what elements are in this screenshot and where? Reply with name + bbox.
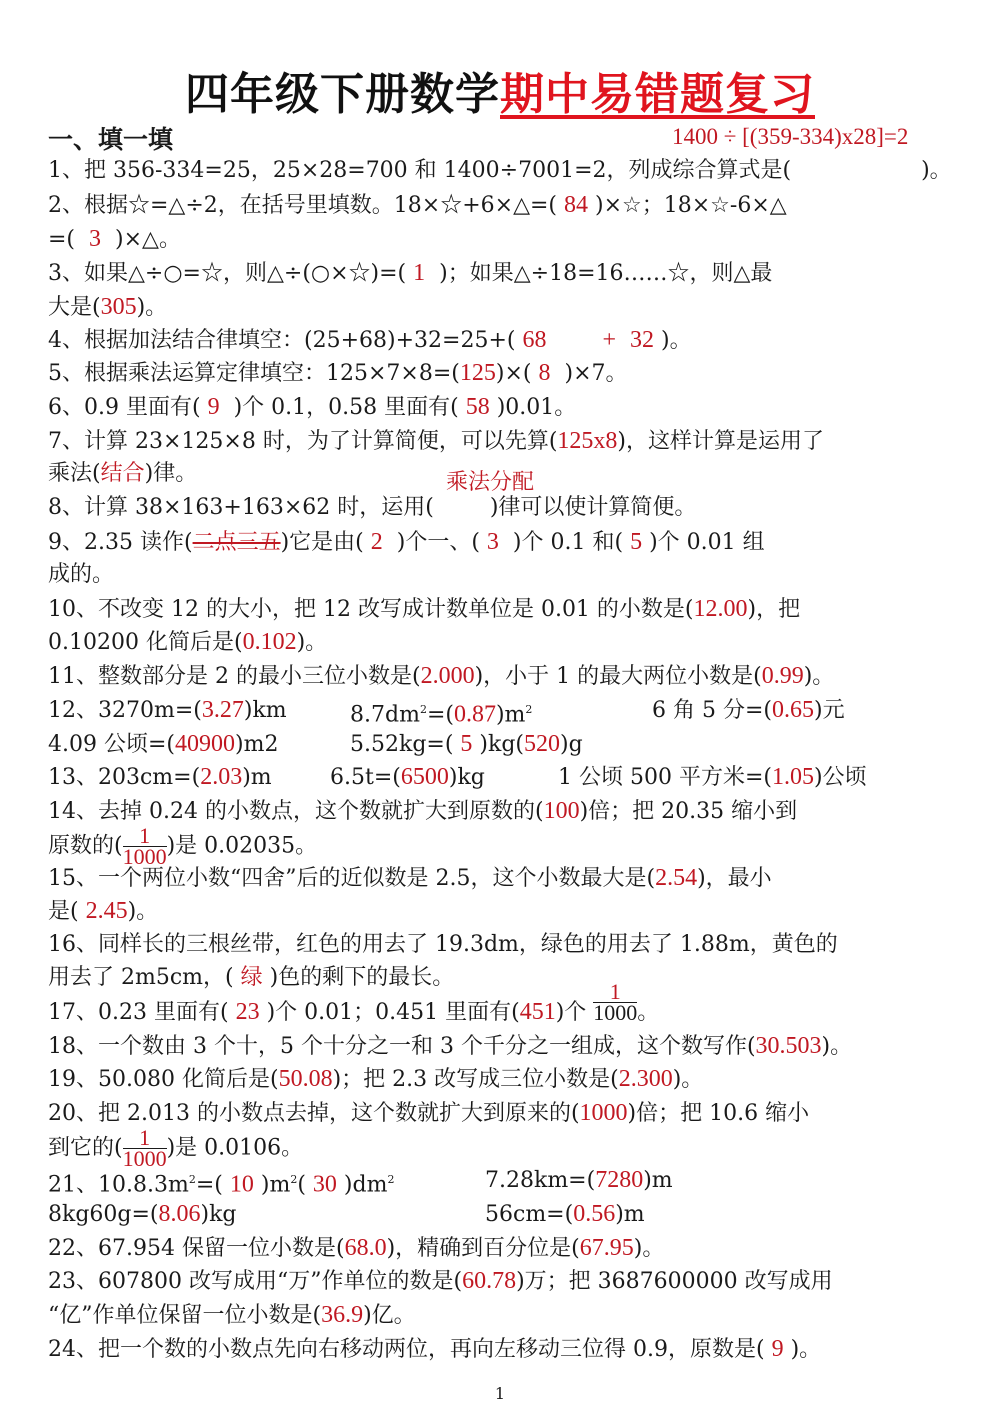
question-22: 22、67.954 保留一位小数是(68.0)，精确到百分位是(67.95)。 bbox=[48, 1235, 665, 1261]
handwritten-note-q8: 乘法分配 bbox=[446, 470, 535, 495]
answer: 520 bbox=[524, 731, 561, 757]
answer: 30.503 bbox=[755, 1033, 822, 1059]
question-1: 1、把 356-334=25，25×28=700 和 1400÷7001=2，列成综合算式是( )。 bbox=[48, 158, 952, 183]
answer: 50.08 bbox=[278, 1066, 333, 1092]
question-16-cont: 用去了 2m5cm，( 绿 )色的剩下的最长。 bbox=[48, 965, 455, 990]
answer: 结合 bbox=[100, 461, 145, 486]
answer: 1000 bbox=[579, 1100, 628, 1126]
page-title bbox=[0, 58, 1000, 122]
question-13: 13、203cm=(2.03)m bbox=[48, 764, 272, 790]
answer: 2.000 bbox=[420, 663, 475, 689]
question-23-cont: “亿”作单位保留一位小数是(36.9)亿。 bbox=[48, 1302, 416, 1328]
question-21-c: 8kg60g=(8.06)kg bbox=[48, 1201, 237, 1227]
answer: 40900 bbox=[175, 731, 235, 757]
answer: 3 bbox=[89, 226, 102, 252]
answer: 绿 bbox=[240, 965, 263, 990]
question-20: 20、把 2.013 的小数点去掉，这个数就扩大到原来的(1000)倍；把 10.6 缩小 bbox=[48, 1100, 810, 1126]
answer: 0.87 bbox=[453, 701, 496, 728]
answer: 9 bbox=[771, 1336, 784, 1362]
answer: 1 bbox=[413, 260, 426, 286]
answer: 3 bbox=[486, 529, 499, 555]
question-5: 5、根据乘法运算定律填空：125×7×8=(125)×( 8 )×7。 bbox=[48, 360, 628, 386]
answer: 12.00 bbox=[693, 596, 748, 622]
answer: 0.99 bbox=[761, 663, 804, 689]
question-12-c: 6 角 5 分=(0.65)元 bbox=[652, 697, 845, 723]
question-12: 12、3270m=(3.27)km bbox=[48, 697, 287, 723]
answer: 8.06 bbox=[158, 1201, 201, 1227]
question-21: 21、$10.8.3m^2=$( 10 )$m^2$( 30 )$dm^2$ bbox=[48, 1171, 395, 1198]
question-14: 14、去掉 0.24 的小数点，这个数就扩大到原数的(100)倍；把 20.35 缩小到 bbox=[48, 798, 798, 824]
answer: 100 bbox=[543, 798, 580, 824]
answer: 67.95 bbox=[579, 1235, 634, 1261]
question-10-cont: 0.10200 化简后是(0.102)。 bbox=[48, 629, 328, 655]
answer-fraction: $\frac{1}{1000}$ bbox=[593, 978, 638, 1025]
question-23: 23、607800 改写成用“万”作单位的数是(60.78)万；把 3687600000 改写成用 bbox=[48, 1268, 833, 1294]
answer: 23 bbox=[235, 999, 260, 1025]
question-15-cont: 是( 2.45)。 bbox=[48, 898, 159, 924]
answer-fraction: $\frac{1}{1000}$ bbox=[122, 1125, 167, 1171]
answer: 305 bbox=[100, 294, 137, 320]
question-9-cont: 成的。 bbox=[48, 562, 115, 587]
answer: 8 bbox=[538, 360, 551, 386]
question-12-d: 4.09 公顷=(40900)m2 bbox=[48, 731, 279, 757]
answer: 68.0 bbox=[344, 1235, 387, 1261]
answer-fraction: $\frac{1}{1000}$ bbox=[122, 823, 167, 869]
title-highlight: 期中易错题复习 bbox=[500, 69, 815, 120]
answer: 2.300 bbox=[618, 1066, 673, 1092]
question-13-b: 6.5t=(6500)kg bbox=[330, 764, 485, 790]
answer: 0.56 bbox=[573, 1201, 616, 1227]
question-21-b: 7.28km=(7280)m bbox=[485, 1167, 673, 1193]
question-12-e: 5.52kg=( 5 )kg(520)g bbox=[350, 731, 583, 757]
answer: 2 bbox=[370, 529, 383, 555]
question-9: 9、2.35 读作(二点三五)它是由( 2 )个一、( 3 )个 0.1 和( 5 )个 0.01 组 bbox=[48, 529, 765, 555]
page-number: 1 bbox=[494, 1384, 506, 1403]
question-7: 7、计算 23×125×8 时，为了计算简便，可以先算(125x8)，这样计算是运用了 bbox=[48, 428, 825, 454]
answer: 125x8 bbox=[557, 428, 618, 454]
question-3: 3、如果△÷○=☆，则△÷(○×☆)=( 1 )；如果△÷18=16……☆，则△最 bbox=[48, 260, 773, 286]
answer: 10 bbox=[229, 1171, 254, 1198]
question-4: 4、根据加法结合律填空：(25+68)+32=25+( 68 + 32 )。 bbox=[48, 327, 692, 353]
answer: 36.9 bbox=[321, 1302, 364, 1328]
question-6: 6、0.9 里面有( 9 )个 0.1，0.58 里面有( 58 )0.01。 bbox=[48, 394, 577, 420]
question-15: 15、一个两位小数“四舍”后的近似数是 2.5，这个小数最大是(2.54)，最小 bbox=[48, 865, 772, 891]
question-2: 2、根据☆=△÷2，在括号里填数。18×☆+6×△=( 84 )×☆；18×☆-6×△ bbox=[48, 192, 787, 218]
question-12-b: $8.7dm^2=(0.87)m^2$ bbox=[350, 701, 533, 728]
answer: 2.03 bbox=[200, 764, 243, 790]
question-16: 16、同样长的三根丝带，红色的用去了 19.3dm，绿色的用去了 1.88m，黄色的 bbox=[48, 932, 838, 957]
answer: 6500 bbox=[400, 764, 449, 790]
question-8: 8、计算 38×163+163×62 时，运用( )律可以使计算简便。 bbox=[48, 495, 697, 520]
answer: 58 bbox=[465, 394, 490, 420]
answer: 1.05 bbox=[772, 764, 814, 790]
question-10: 10、不改变 12 的大小，把 12 改写成计数单位是 0.01 的小数是(12.00)，把 bbox=[48, 596, 801, 622]
answer: 5 bbox=[460, 731, 473, 757]
handwritten-note-q1: 1400 ÷ [(359-334)x28]=2 bbox=[672, 124, 909, 149]
question-21-d: 56cm=(0.56)m bbox=[485, 1201, 645, 1227]
question-2-cont: =( 3 )×△。 bbox=[48, 226, 181, 252]
question-11: 11、整数部分是 2 的最小三位小数是(2.000)，小于 1 的最大两位小数是(0.99)。 bbox=[48, 663, 835, 689]
question-14-cont: 原数的( $\frac{1}{1000}$ )是 0.02035。 bbox=[48, 823, 318, 869]
section-heading: 一、填一填 bbox=[48, 125, 174, 154]
answer: 125 bbox=[459, 360, 496, 386]
question-20-cont: 到它的( $\frac{1}{1000}$ )是 0.0106。 bbox=[48, 1125, 304, 1171]
answer: 30 bbox=[312, 1171, 337, 1198]
question-3-cont: 大是(305)。 bbox=[48, 294, 168, 320]
question-24: 24、把一个数的小数点先向右移动两位，再向左移动三位得 0.9，原数是( 9 )。 bbox=[48, 1336, 822, 1362]
answer: 9 bbox=[207, 394, 220, 420]
question-17: 17、0.23 里面有( 23 )个 0.01；0.451 里面有(451)个 $\frac{1}{1000}$ 。 bbox=[48, 978, 660, 1025]
answer: 3.27 bbox=[201, 697, 244, 723]
question-18: 18、一个数由 3 个十，5 个十分之一和 3 个千分之一组成，这个数写作(30.503)。 bbox=[48, 1033, 853, 1059]
answer: 2.45 bbox=[85, 898, 128, 924]
question-7-cont: 乘法(结合)律。 bbox=[48, 461, 198, 486]
answer: 二点三五 bbox=[192, 530, 281, 555]
question-19: 19、50.080 化简后是(50.08)；把 2.3 改写成三位小数是(2.300)。 bbox=[48, 1066, 704, 1092]
answer: 32 bbox=[630, 327, 655, 353]
answer: 60.78 bbox=[462, 1268, 517, 1294]
question-13-c: 1 公顷 500 平方米=(1.05)公顷 bbox=[558, 764, 867, 790]
answer: 68 bbox=[522, 327, 547, 353]
title-main: 四年级下册数学 bbox=[185, 69, 500, 120]
answer: 451 bbox=[519, 999, 556, 1025]
answer: 84 bbox=[564, 192, 589, 218]
answer: 7280 bbox=[595, 1167, 644, 1193]
answer: 0.102 bbox=[242, 629, 297, 655]
answer: 2.54 bbox=[655, 865, 698, 891]
answer: 0.65 bbox=[772, 697, 814, 723]
answer: 5 bbox=[630, 529, 643, 555]
